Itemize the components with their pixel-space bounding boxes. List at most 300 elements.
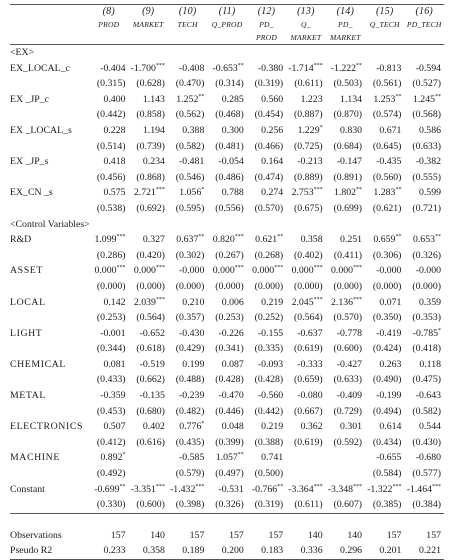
coefficient-value: -0.333 [297, 358, 323, 370]
coefficient-value: -0.404 [100, 62, 126, 74]
coefficient-cell [89, 482, 128, 498]
coefficient-cell [129, 61, 168, 77]
coefficient-cell [404, 295, 444, 311]
statistic-row [10, 543, 444, 559]
coefficient-cell [207, 482, 246, 498]
standard-error-cell: (0.353) [412, 312, 441, 324]
standard-error-cell: (0.000) [254, 280, 284, 292]
coefficient-value: -0.001 [100, 327, 126, 339]
blank-label [10, 341, 89, 357]
significance-stars: ** [356, 187, 363, 194]
standard-error-cell: (0.000) [372, 280, 402, 292]
standard-error-cell: (0.267) [215, 249, 244, 261]
coefficient-cell [247, 419, 286, 435]
significance-stars: * [438, 327, 441, 334]
coefficient-cell [365, 295, 404, 311]
coefficient-cell [404, 185, 444, 201]
significance-stars: *** [155, 265, 165, 272]
statistic-value: 140 [347, 529, 363, 541]
coefficient-value: 0.820 [212, 234, 235, 246]
coefficient-value: 0.776 [179, 421, 202, 433]
standard-error-cell: (0.556) [215, 202, 244, 214]
standard-error-cell: (0.628) [136, 78, 165, 90]
coefficient-cell [286, 295, 325, 311]
significance-stars: * [201, 421, 205, 428]
standard-error-row [10, 372, 444, 388]
coefficient-value: 0.087 [221, 358, 244, 370]
coefficient-cell [207, 419, 246, 435]
significance-stars: *** [353, 265, 363, 272]
significance-stars: ** [277, 234, 284, 241]
coefficient-value: -0.594 [415, 62, 441, 74]
standard-error-cell: (0.729) [333, 405, 363, 417]
coefficient-value: -0.531 [218, 483, 244, 495]
coefficient-cell [89, 61, 128, 77]
coefficient-cell [326, 232, 365, 248]
column-header [326, 5, 365, 45]
significance-stars: * [122, 452, 126, 459]
coefficient-cell [326, 263, 365, 279]
standard-error-cell: (0.721) [412, 202, 441, 214]
standard-error-cell: (0.253) [96, 312, 126, 324]
column-header-row [10, 5, 444, 45]
standard-error-row [10, 76, 444, 92]
coefficient-cell [247, 326, 286, 342]
statistic-value: 0.200 [207, 543, 246, 559]
coefficient-row [10, 450, 444, 466]
standard-error-cell: (0.562) [175, 109, 205, 121]
coefficient-value: 0.000 [133, 265, 156, 277]
coefficient-cell [365, 123, 404, 139]
standard-error-cell: (0.577) [412, 468, 441, 480]
standard-error-cell: (0.306) [372, 249, 402, 261]
coefficient-cell [286, 185, 325, 201]
standard-error-cell: (0.475) [412, 374, 441, 386]
coefficient-value: -0.655 [376, 452, 402, 464]
column-name-line2 [129, 31, 168, 44]
coefficient-cell [89, 123, 128, 139]
blank-label [10, 279, 89, 295]
column-name: Q_PROD [211, 20, 243, 29]
coefficient-value: 2.721 [133, 187, 156, 199]
standard-error-row [10, 310, 444, 326]
significance-stars: ** [395, 234, 402, 241]
coefficient-value: 1.253 [373, 93, 396, 105]
standard-error-cell: (0.621) [372, 202, 402, 214]
coefficient-cell [247, 61, 286, 77]
coefficient-value: -0.093 [257, 358, 284, 370]
significance-stars: *** [353, 296, 363, 303]
statistic-value: 157 [426, 529, 441, 541]
standard-error-cell [129, 466, 168, 482]
standard-error-cell: (0.341) [215, 343, 244, 355]
standard-error-cell: (0.492) [96, 468, 126, 480]
coefficient-cell [129, 419, 168, 435]
standard-error-cell: (0.611) [286, 497, 325, 513]
standard-error-cell: (0.000) [412, 280, 441, 292]
coefficient-value: 0.402 [142, 421, 165, 433]
blank-label [10, 201, 89, 217]
coefficient-value: 0.274 [261, 187, 284, 199]
standard-error-cell: (0.619) [294, 343, 323, 355]
coefficient-value: 0.358 [300, 234, 323, 246]
standard-error-cell: (0.399) [215, 436, 244, 448]
coefficient-value: -1.700 [130, 62, 156, 74]
standard-error-cell: (0.699) [333, 202, 363, 214]
blank-label [10, 372, 89, 388]
significance-stars: *** [274, 265, 284, 272]
coefficient-value: -0.000 [415, 265, 441, 277]
coefficient-row [10, 357, 444, 373]
standard-error-cell: (0.385) [365, 497, 404, 513]
coefficient-value: -0.213 [297, 156, 323, 168]
standard-error-cell: (0.268) [254, 249, 284, 261]
standard-error-cell: (0.000) [215, 280, 244, 292]
column-number: (9) [142, 6, 155, 17]
coefficient-value: 0.418 [103, 156, 126, 168]
standard-error-cell: (0.252) [254, 312, 284, 324]
coefficient-value: 2.136 [330, 296, 354, 308]
coefficient-value: -0.427 [336, 358, 363, 370]
standard-error-cell: (0.595) [175, 202, 205, 214]
coefficient-value: 0.327 [142, 234, 165, 246]
blank-label [10, 107, 89, 123]
coefficient-value: 0.228 [103, 124, 126, 136]
coefficient-value: 1.283 [373, 187, 396, 199]
coefficient-cell [168, 263, 207, 279]
coefficient-row [10, 263, 444, 279]
blank-label [10, 497, 89, 513]
significance-stars: ** [356, 62, 363, 69]
significance-stars: *** [313, 265, 323, 272]
column-header [129, 5, 168, 45]
standard-error-row [10, 139, 444, 155]
variable-label: LIGHT [10, 327, 43, 339]
coefficient-value: 0.219 [261, 421, 284, 433]
standard-error-cell: (0.607) [326, 497, 365, 513]
coefficient-cell [404, 419, 444, 435]
statistic-label: Pseudo R2 [10, 543, 89, 559]
coefficient-cell [326, 295, 365, 311]
standard-error-row [10, 170, 444, 186]
coefficient-value: 0.614 [379, 421, 402, 433]
standard-error-cell: (0.453) [96, 405, 126, 417]
statistic-value: 140 [150, 529, 165, 541]
standard-error-cell: (0.468) [215, 109, 244, 121]
coefficient-value: -0.382 [415, 156, 441, 168]
variable-label: EX _LOCAL_s [10, 124, 72, 136]
coefficient-value: -0.560 [257, 390, 284, 402]
significance-stars: *** [116, 265, 126, 272]
statistic-label: Observations [10, 529, 62, 541]
coefficient-cell [207, 450, 246, 466]
standard-error-cell: (0.302) [175, 249, 205, 261]
coefficient-cell [207, 185, 246, 201]
standard-error-cell: (0.481) [215, 140, 244, 152]
coefficient-cell [404, 326, 444, 342]
column-name: PD_ [338, 20, 353, 29]
coefficient-value: 0.741 [261, 452, 284, 464]
coefficient-cell [326, 154, 365, 170]
coefficient-value: 1.802 [333, 187, 357, 199]
coefficient-value: 0.830 [339, 124, 363, 136]
header-corner [10, 5, 89, 45]
standard-error-cell: (0.326) [412, 249, 441, 261]
coefficient-value: 0.048 [221, 421, 244, 433]
standard-error-cell: (0.435) [175, 436, 205, 448]
coefficient-value: 1.252 [176, 93, 199, 105]
significance-stars: *** [313, 62, 323, 69]
coefficient-cell [286, 326, 325, 342]
coefficient-value: 0.621 [255, 234, 278, 246]
statistic-value: 0.201 [365, 543, 404, 559]
coefficient-cell [168, 154, 207, 170]
coefficient-value: 0.251 [339, 234, 363, 246]
coefficient-cell [207, 326, 246, 342]
coefficient-value: 0.359 [418, 296, 441, 308]
coefficient-cell [286, 419, 325, 435]
standard-error-cell: (0.582) [412, 405, 441, 417]
coefficient-cell [247, 185, 286, 201]
blank-label [10, 310, 89, 326]
column-header [207, 5, 246, 45]
column-name-line2: MARKET [290, 33, 322, 42]
coefficient-cell [286, 388, 325, 404]
coefficient-row [10, 388, 444, 404]
coefficient-cell [89, 419, 128, 435]
coefficient-cell [404, 357, 444, 373]
coefficient-value: 0.300 [221, 124, 244, 136]
coefficient-cell [286, 154, 325, 170]
coefficient-row [10, 61, 444, 77]
column-name-line2 [168, 31, 207, 44]
coefficient-cell [365, 419, 404, 435]
coefficient-cell [365, 326, 404, 342]
column-name: MARKET [132, 20, 164, 29]
standard-error-cell: (0.633) [412, 140, 441, 152]
coefficient-value: 0.560 [261, 93, 284, 105]
coefficient-value: -1.464 [406, 483, 432, 495]
variable-label: LOCAL [10, 296, 46, 308]
coefficient-cell [129, 357, 168, 373]
coefficient-value: 1.134 [339, 93, 363, 105]
statistic-value: 157 [229, 529, 244, 541]
standard-error-cell: (0.538) [96, 202, 126, 214]
coefficient-cell [129, 123, 168, 139]
coefficient-cell [365, 92, 404, 108]
blank-label [10, 170, 89, 186]
coefficient-cell [207, 357, 246, 373]
coefficient-cell [365, 185, 404, 201]
coefficient-value: -0.380 [257, 62, 284, 74]
coefficient-value: 0.263 [379, 358, 402, 370]
coefficient-value: 0.599 [418, 187, 441, 199]
standard-error-cell: (0.555) [412, 171, 441, 183]
coefficient-value: 0.575 [103, 187, 126, 199]
coefficient-row [10, 232, 444, 248]
variable-label: EX _JP_c [10, 93, 49, 105]
standard-error-cell: (0.000) [175, 280, 205, 292]
coefficient-value: 0.210 [182, 296, 205, 308]
standard-error-cell: (0.428) [215, 374, 244, 386]
significance-stars: ** [237, 62, 244, 69]
standard-error-cell: (0.887) [294, 109, 323, 121]
coefficient-cell [129, 326, 168, 342]
blank-label [10, 435, 89, 451]
coefficient-cell [247, 357, 286, 373]
coefficient-value: 0.653 [412, 234, 435, 246]
standard-error-cell: (0.388) [254, 436, 284, 448]
column-header [286, 5, 325, 45]
significance-stars: *** [313, 296, 323, 303]
variable-label: EX_CN _s [10, 187, 53, 199]
standard-error-cell: (0.430) [412, 436, 441, 448]
significance-stars: * [319, 124, 323, 131]
coefficient-cell [326, 92, 365, 108]
coefficient-cell [404, 263, 444, 279]
coefficient-value: 0.362 [300, 421, 323, 433]
coefficient-cell [286, 450, 325, 466]
column-number: (15) [376, 6, 394, 17]
coefficient-value: 0.118 [419, 358, 441, 370]
coefficient-value: 0.000 [252, 265, 275, 277]
standard-error-cell: (0.490) [372, 374, 402, 386]
coefficient-value: -0.699 [94, 483, 120, 495]
coefficient-value: -0.778 [336, 327, 363, 339]
standard-error-cell: (0.662) [136, 374, 165, 386]
coefficient-value: -0.652 [139, 327, 165, 339]
coefficient-cell [286, 61, 325, 77]
coefficient-cell [89, 185, 128, 201]
coefficient-cell [168, 295, 207, 311]
table-header [10, 5, 444, 45]
table-body [10, 45, 444, 560]
standard-error-cell: (0.546) [175, 171, 205, 183]
coefficient-cell [247, 388, 286, 404]
column-name-line2 [89, 31, 128, 44]
coefficient-cell [129, 482, 168, 498]
variable-label: R&D [10, 234, 32, 246]
coefficient-cell [404, 92, 444, 108]
standard-error-cell: (0.497) [215, 468, 244, 480]
standard-error-cell: (0.739) [136, 140, 165, 152]
statistic-value: 0.189 [168, 543, 207, 559]
standard-error-cell: (0.616) [136, 436, 165, 448]
standard-error-row [10, 435, 444, 451]
standard-error-cell: (0.574) [372, 109, 402, 121]
coefficient-value: -3.348 [327, 483, 354, 495]
standard-error-cell: (0.633) [333, 374, 363, 386]
coefficient-value: -0.419 [376, 327, 402, 339]
coefficient-cell [286, 263, 325, 279]
coefficient-cell [89, 263, 128, 279]
blank-label [10, 139, 89, 155]
significance-stars: *** [353, 483, 363, 490]
standard-error-cell: (0.420) [136, 249, 165, 261]
coefficient-value: -0.239 [179, 390, 205, 402]
coefficient-value: 0.000 [94, 265, 117, 277]
coefficient-cell [89, 357, 128, 373]
standard-error-row [10, 497, 444, 513]
coefficient-value: 0.285 [221, 93, 244, 105]
coefficient-value: 0.671 [379, 124, 402, 136]
standard-error-cell: (0.319) [254, 78, 284, 90]
standard-error-cell: (0.619) [294, 436, 323, 448]
variable-label: CHEMICAL [10, 358, 66, 370]
standard-error-cell: (0.488) [175, 374, 205, 386]
standard-error-cell: (0.564) [294, 312, 323, 324]
standard-error-cell: (0.561) [372, 78, 402, 90]
standard-error-cell: (0.592) [333, 436, 363, 448]
blank-label [10, 76, 89, 92]
coefficient-cell [89, 232, 128, 248]
significance-stars: *** [392, 483, 402, 490]
coefficient-value: 0.081 [103, 358, 126, 370]
significance-stars: *** [195, 483, 205, 490]
statistic-value: 157 [110, 529, 126, 541]
column-header [365, 5, 404, 45]
coefficient-cell [168, 185, 207, 201]
standard-error-cell: (0.442) [254, 405, 284, 417]
significance-stars: *** [155, 483, 165, 490]
coefficient-value: -0.430 [179, 327, 205, 339]
coefficient-cell [404, 154, 444, 170]
significance-stars: ** [395, 93, 402, 100]
coefficient-cell [168, 419, 207, 435]
coefficient-value: 0.388 [182, 124, 205, 136]
section-header-row [10, 45, 444, 61]
standard-error-cell: (0.692) [136, 202, 165, 214]
statistic-value: 157 [189, 529, 205, 541]
column-name: Q_TECH [369, 20, 400, 29]
coefficient-value: -0.470 [218, 390, 244, 402]
coefficient-value: 0.006 [221, 296, 244, 308]
coefficient-cell [168, 326, 207, 342]
standard-error-cell: (0.429) [175, 343, 205, 355]
standard-error-cell: (0.600) [333, 343, 363, 355]
standard-error-cell: (0.570) [333, 312, 363, 324]
blank-label [10, 466, 89, 482]
coefficient-value: 0.164 [261, 156, 284, 168]
coefficient-value: 0.892 [100, 452, 123, 464]
coefficient-cell [247, 92, 286, 108]
coefficient-cell [207, 295, 246, 311]
standard-error-cell: (0.253) [215, 312, 244, 324]
variable-label: ASSET [10, 265, 43, 277]
standard-error-cell: (0.402) [294, 249, 323, 261]
coefficient-value: 1.223 [300, 93, 323, 105]
coefficient-cell [207, 123, 246, 139]
coefficient-value: -1.322 [367, 483, 393, 495]
coefficient-cell [89, 295, 128, 311]
coefficient-value: -0.000 [376, 265, 402, 277]
section-title: <EX> [10, 47, 35, 58]
standard-error-cell: (0.434) [372, 436, 402, 448]
coefficient-cell [326, 450, 365, 466]
column-number: (16) [415, 6, 433, 17]
coefficient-cell [207, 92, 246, 108]
coefficient-value: 1.229 [297, 124, 320, 136]
statistic-value: 157 [268, 529, 284, 541]
standard-error-cell: (0.330) [89, 497, 128, 513]
statistic-value: 0.183 [247, 543, 286, 559]
coefficient-cell [365, 357, 404, 373]
standard-error-cell: (0.568) [412, 109, 441, 121]
statistic-value: 0.336 [286, 543, 325, 559]
coefficient-value: 0.000 [212, 265, 235, 277]
standard-error-cell: (0.667) [294, 405, 323, 417]
coefficient-cell [129, 295, 168, 311]
